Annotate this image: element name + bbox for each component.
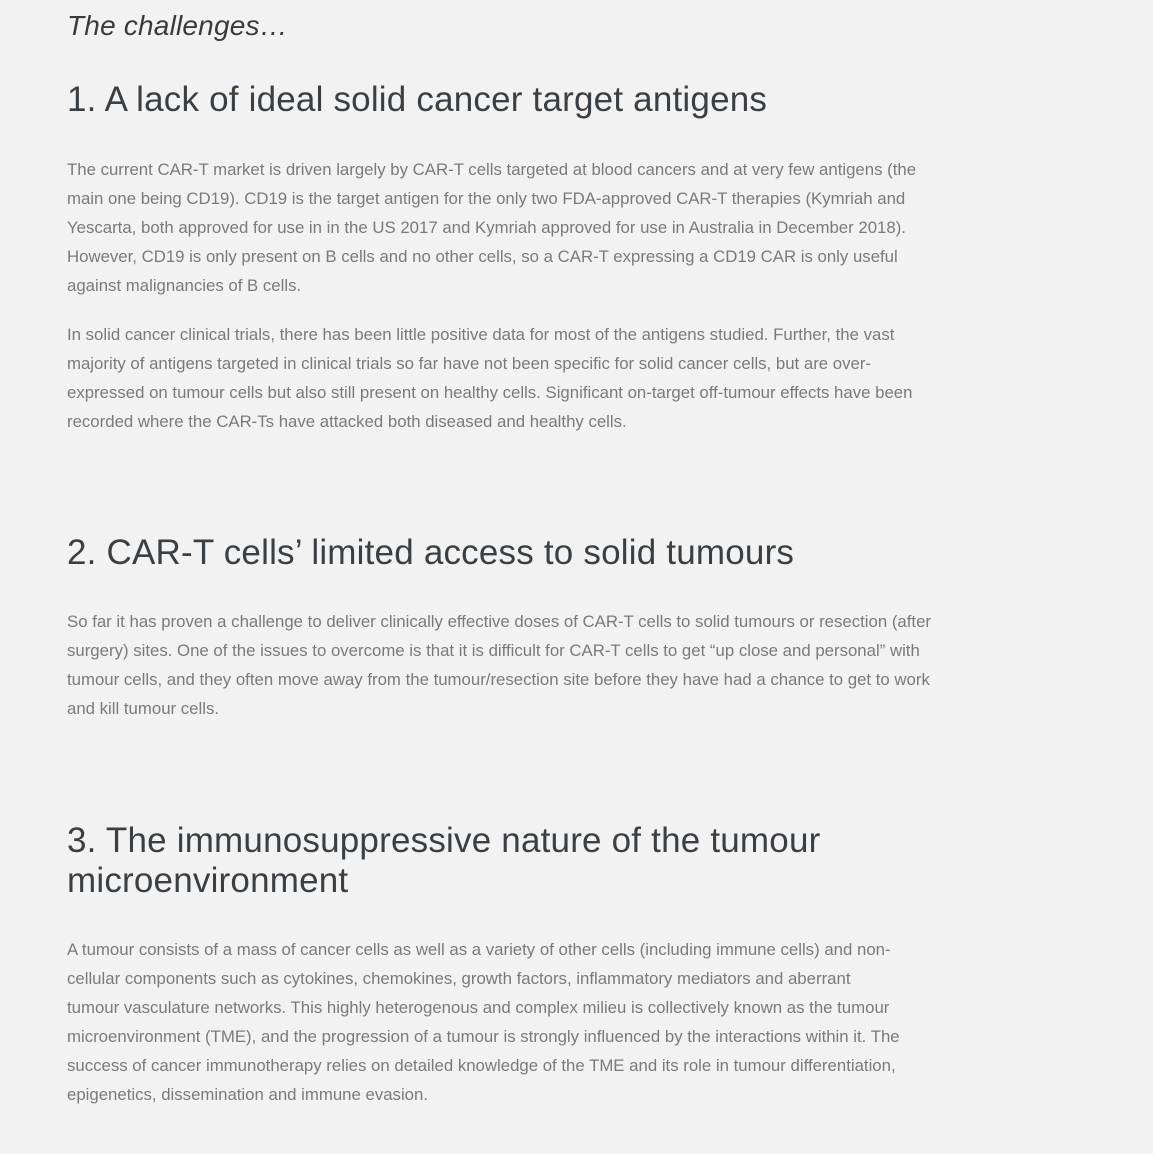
section-2 — [67, 533, 947, 573]
section-3-body — [67, 935, 947, 1129]
intro-heading: The challenges… — [67, 10, 288, 41]
paragraph: So far it has proven a challenge to deliver clinically effective doses of CAR-T cells to solid tumours or resection (after surgery) sites. One of the issues to overcome is that it is difficult for CAR-T cells to get “up close and personal” with tumour cells, and they often move away from the tumour/resection site before they have had a chance to get to work and kill tumour cells. — [67, 612, 932, 718]
section-1 — [67, 80, 947, 120]
paragraph: In solid cancer clinical trials, there has been little positive data for most of the antigens studied. Further, the vast majority of antigens targeted in clinical trials so far have not been specific for solid cancer cells, but are over-expressed on tumour cells but also still present on healthy cells. Significant on-target off-tumour effects have been recorded where the CAR-Ts have attacked both diseased and healthy cells. — [67, 325, 913, 431]
section-1-body — [67, 155, 947, 456]
section-3 — [67, 821, 947, 901]
section-heading: 2. CAR-T cells’ limited access to solid tumours — [67, 533, 795, 572]
section-heading: 1. A lack of ideal solid cancer target antigens — [67, 80, 768, 119]
section-heading: 3. The immunosuppressive nature of the tumour microenvironment — [67, 821, 821, 900]
paragraph: The current CAR-T market is driven largely by CAR-T cells targeted at blood cancers and at very few antigens (the main one being CD19). CD19 is the target antigen for the only two FDA-approved CAR-T therapies (Kymriah and Yescarta, both approved for use in in the US 2017 and Kymriah approved for use in Australia in December 2018). However, CD19 is only present on B cells and no other cells, so a CAR-T expressing a CD19 CAR is only useful against malignancies of B cells. — [67, 160, 917, 295]
section-2-body — [67, 607, 947, 743]
paragraph: A tumour consists of a mass of cancer cells as well as a variety of other cells (including immune cells) and non-cellular components such as cytokines, chemokines, growth factors, inflammatory mediators and aberrant tumour vasculature networks. This highly heterogenous and complex milieu is collectively known as the tumour microenvironment (TME), and the progression of a tumour is strongly influenced by the interactions within it. The success of cancer immunotherapy relies on detailed knowledge of the TME and its role in tumour differentiation, epigenetics, dissemination and immune evasion. — [67, 940, 900, 1104]
